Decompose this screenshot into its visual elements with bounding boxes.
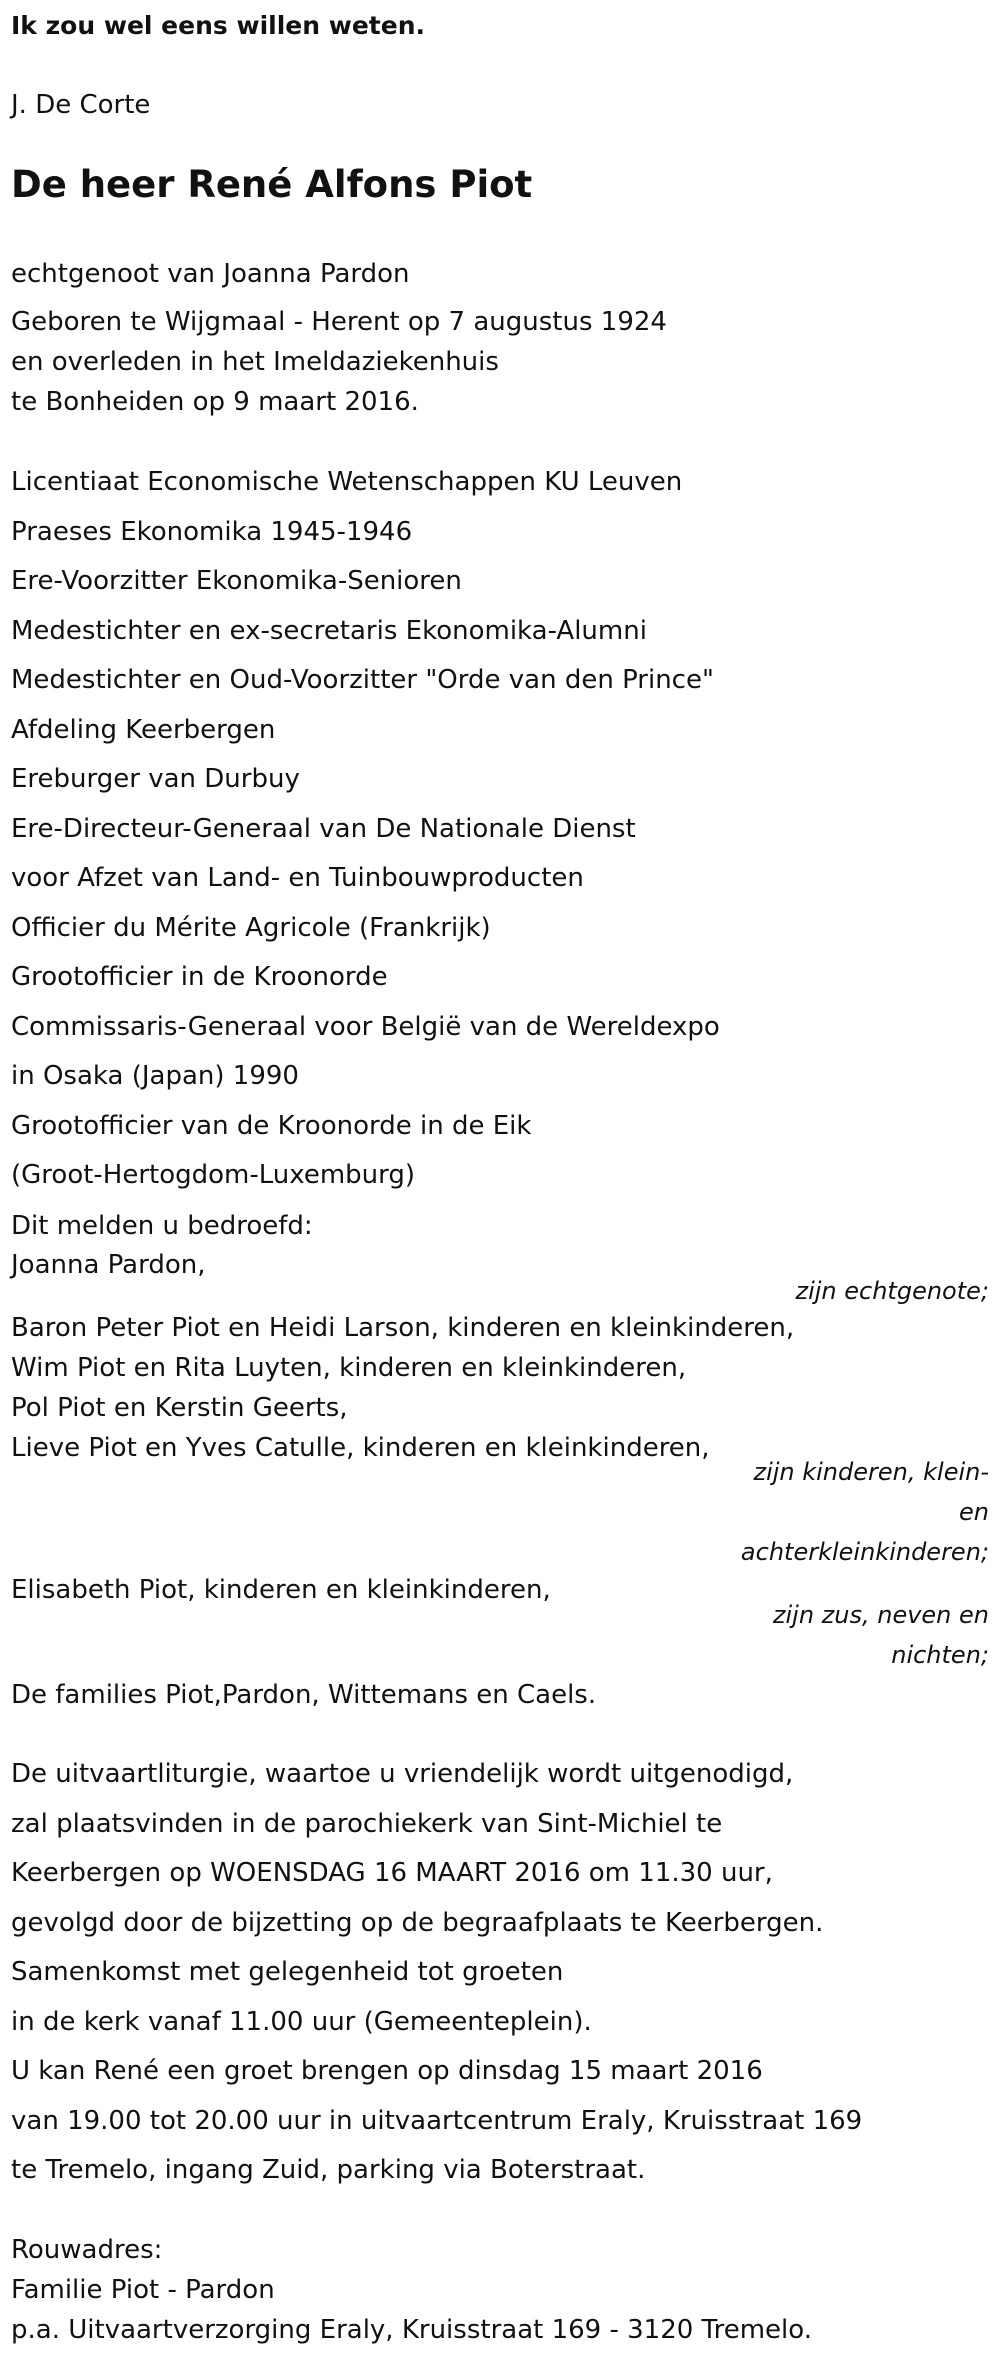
mourner-sister: Elisabeth Piot, kinderen en kleinkinderen, (11, 1575, 551, 1605)
title-line: Ere-Voorzitter Ekonomika-Senioren (11, 566, 462, 596)
sister-relation: nichten; (891, 1641, 989, 1669)
title-line: Licentiaat Economische Wetenschappen KU Leuven (11, 467, 683, 497)
intro-line: en overleden in het Imeldaziekenhuis (11, 347, 499, 377)
title-line: Medestichter en ex-secretaris Ekonomika-Alumni (11, 616, 647, 646)
title-line: Officier du Mérite Agricole (Frankrijk) (11, 913, 491, 943)
funeral-line: zal plaatsvinden in de parochiekerk van Sint-Michiel te (11, 1809, 723, 1839)
question-heading: Ik zou wel eens willen weten. (11, 11, 425, 40)
address-label: Rouwadres: (11, 2235, 163, 2265)
funeral-line: gevolgd door de bijzetting op de begraafplaats te Keerbergen. (11, 1908, 824, 1938)
intro-line: te Bonheiden op 9 maart 2016. (11, 387, 419, 417)
mourner-child: Baron Peter Piot en Heidi Larson, kinderen en kleinkinderen, (11, 1313, 795, 1343)
funeral-line: Samenkomst met gelegenheid tot groeten (11, 1957, 564, 1987)
funeral-line: in de kerk vanaf 11.00 uur (Gemeenteplein). (11, 2007, 592, 2037)
title-line: Praeses Ekonomika 1945-1946 (11, 517, 413, 547)
children-relation: zijn kinderen, klein- (753, 1458, 989, 1486)
mourner-spouse: Joanna Pardon, (11, 1250, 206, 1280)
title-line: voor Afzet van Land- en Tuinbouwproducten (11, 863, 584, 893)
title-line: Grootofficier van de Kroonorde in de Eik (11, 1111, 532, 1141)
title-line: Ere-Directeur-Generaal van De Nationale Dienst (11, 814, 636, 844)
mourner-child: Wim Piot en Rita Luyten, kinderen en kleinkinderen, (11, 1353, 687, 1383)
mourners-intro: Dit melden u bedroefd: (11, 1211, 313, 1241)
title-line: Ereburger van Durbuy (11, 764, 300, 794)
spouse-relation: zijn echtgenote; (795, 1277, 989, 1305)
title-line: Commissaris-Generaal voor België van de Wereldexpo (11, 1012, 720, 1042)
mourner-child: Lieve Piot en Yves Catulle, kinderen en kleinkinderen, (11, 1433, 710, 1463)
title-line: (Groot-Hertogdom-Luxemburg) (11, 1160, 416, 1190)
author-line: J. De Corte (11, 90, 151, 120)
funeral-line: De uitvaartliturgie, waartoe u vriendelijk wordt uitgenodigd, (11, 1759, 794, 1789)
funeral-line: U kan René een groet brengen op dinsdag 15 maart 2016 (11, 2056, 763, 2086)
title-line: in Osaka (Japan) 1990 (11, 1061, 299, 1091)
sister-relation: zijn zus, neven en (772, 1601, 989, 1629)
children-relation: en (959, 1498, 989, 1526)
mourner-families: De families Piot,Pardon, Wittemans en Caels. (11, 1680, 597, 1710)
title-line: Afdeling Keerbergen (11, 715, 276, 745)
funeral-line: van 19.00 tot 20.00 uur in uitvaartcentrum Eraly, Kruisstraat 169 (11, 2106, 863, 2136)
children-relation: achterkleinkinderen; (740, 1538, 989, 1566)
intro-line: echtgenoot van Joanna Pardon (11, 259, 410, 289)
funeral-line: Keerbergen op WOENSDAG 16 MAART 2016 om 11.30 uur, (11, 1858, 773, 1888)
address-line: p.a. Uitvaartverzorging Eraly, Kruisstraat 169 - 3120 Tremelo. (11, 2315, 812, 2345)
address-family: Familie Piot - Pardon (11, 2275, 275, 2305)
title-line: Medestichter en Oud-Voorzitter "Orde van den Prince" (11, 665, 714, 695)
deceased-name: De heer René Alfons Piot (11, 163, 533, 206)
intro-line: Geboren te Wijgmaal - Herent op 7 augustus 1924 (11, 307, 667, 337)
mourner-child: Pol Piot en Kerstin Geerts, (11, 1393, 348, 1423)
funeral-line: te Tremelo, ingang Zuid, parking via Boterstraat. (11, 2155, 646, 2185)
title-line: Grootofficier in de Kroonorde (11, 962, 388, 992)
